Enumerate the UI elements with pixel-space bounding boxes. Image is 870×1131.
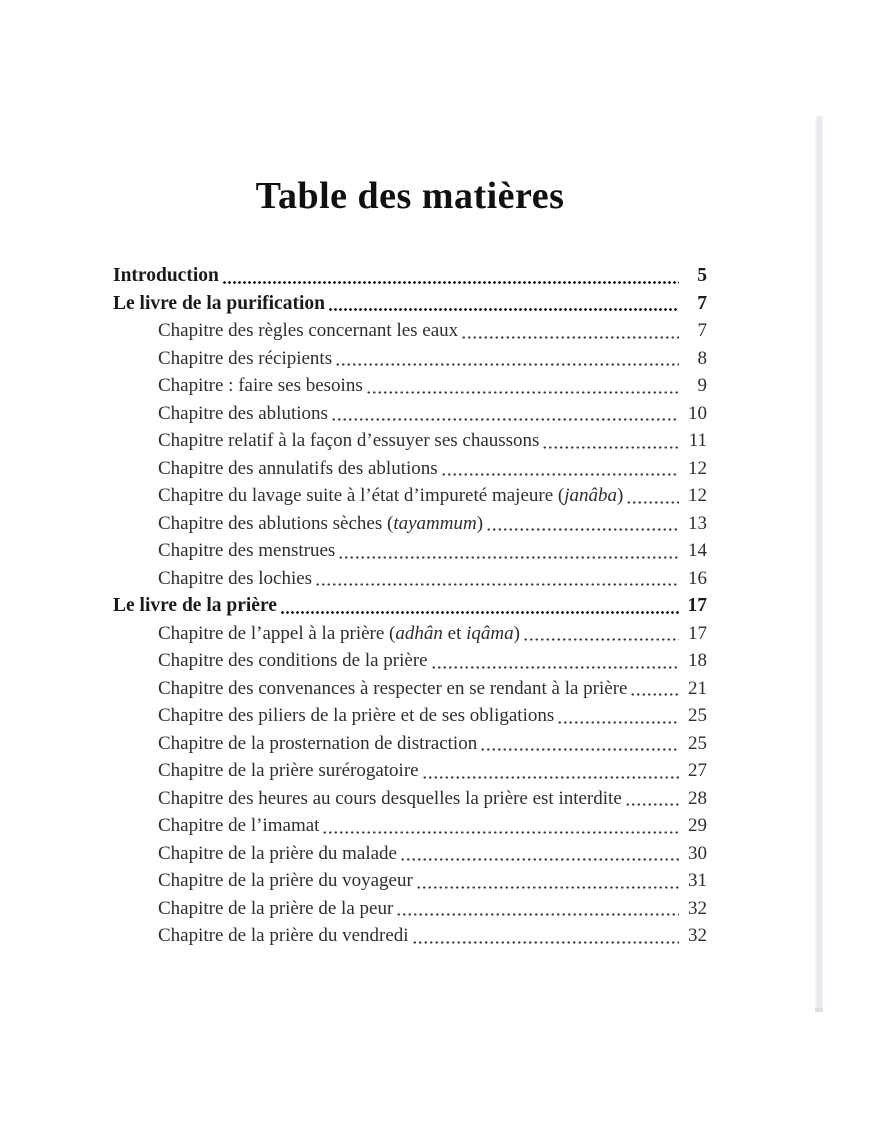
toc-entry-page-number: 27 (688, 760, 707, 781)
toc-entry (113, 565, 707, 593)
toc-entry (113, 592, 707, 620)
toc-entry-label: Chapitre des ablutions (158, 402, 328, 424)
toc-entry-page-number: 17 (688, 622, 707, 644)
dot-leader (322, 831, 679, 834)
toc-entry (113, 372, 707, 400)
toc-entry-page-number: 11 (688, 430, 707, 451)
toc-entry-page-number: 25 (688, 705, 707, 726)
toc-entry (113, 427, 707, 455)
toc-entry-page-number: 7 (697, 292, 707, 314)
toc-entry-label: Chapitre des convenances à respecter en se rendant à la prière (158, 677, 628, 699)
toc-entry-page-number: 31 (688, 870, 707, 891)
toc-entry-label: Chapitre des ablutions sèches (tayammum) (158, 512, 484, 534)
toc-entry (113, 620, 707, 648)
toc-entry-page-number: 28 (688, 787, 707, 809)
toc-entry (113, 840, 707, 868)
dot-leader (557, 721, 679, 724)
toc-entry-page-number: 10 (688, 402, 707, 424)
toc-entry-label: Chapitre de la prière de la peur (158, 897, 394, 919)
toc-entry (113, 455, 707, 483)
toc-entry (113, 537, 707, 565)
dot-leader (328, 308, 679, 311)
toc-entry-page-number: 18 (688, 650, 707, 671)
toc-entry (113, 702, 707, 730)
toc-entry-label: Chapitre de la prière du vendredi (158, 925, 409, 946)
dot-leader (441, 473, 679, 476)
toc-content (113, 170, 707, 950)
toc-entry-page-number: 9 (697, 375, 707, 396)
toc-entry (113, 482, 707, 510)
dot-leader (338, 556, 679, 559)
toc-entry-page-number: 14 (688, 540, 707, 561)
dot-leader (412, 941, 679, 944)
dot-leader (331, 418, 679, 421)
toc-entry-label: Le livre de la prière (113, 595, 277, 616)
toc-entry-page-number: 25 (688, 732, 707, 754)
toc-entry-label: Chapitre des annulatifs des ablutions (158, 457, 438, 479)
dot-leader (480, 748, 679, 751)
dot-leader (280, 611, 679, 614)
toc-entry (113, 812, 707, 840)
dot-leader (461, 336, 679, 339)
dot-leader (542, 446, 679, 449)
toc-entry (113, 400, 707, 428)
toc-entry-label: Chapitre relatif à la façon d’essuyer ses chaussons (158, 430, 540, 451)
toc-entry (113, 510, 707, 538)
toc-entry-label: Le livre de la purification (113, 292, 325, 314)
toc-entry-page-number: 7 (697, 320, 707, 341)
toc-entry-label: Chapitre des lochies (158, 567, 313, 589)
toc-entry (113, 730, 707, 758)
toc-entry-page-number: 30 (688, 842, 707, 864)
toc-entry-label: Chapitre des piliers de la prière et de ses obligations (158, 705, 555, 726)
toc-entry (113, 290, 707, 318)
dot-leader (486, 528, 679, 531)
dot-leader (400, 858, 679, 861)
dot-leader (523, 638, 679, 641)
toc-entry-page-number: 12 (688, 485, 707, 506)
page-title: Table des matières (255, 175, 565, 217)
toc-entry-label: Chapitre de l’appel à la prière (adhân et iqâma) (158, 622, 520, 644)
toc-entry (113, 895, 707, 923)
dot-leader (315, 583, 679, 586)
toc-entry (113, 317, 707, 345)
dot-leader (626, 501, 679, 504)
toc-entry (113, 262, 707, 290)
toc-entry-page-number: 5 (697, 265, 707, 286)
toc-entry-label: Introduction (113, 265, 219, 286)
dot-leader (625, 803, 679, 806)
toc-entry-label: Chapitre de la prière du malade (158, 842, 397, 864)
toc-entry-label: Chapitre des récipients (158, 347, 333, 369)
toc-entry (113, 757, 707, 785)
toc-entry-label: Chapitre de la prière du voyageur (158, 870, 413, 891)
toc-entry-label: Chapitre de la prière surérogatoire (158, 760, 419, 781)
toc-entry-page-number: 16 (688, 567, 707, 589)
toc-entry (113, 922, 707, 950)
dot-leader (396, 913, 679, 916)
toc-entry-page-number: 32 (688, 897, 707, 919)
page-edge-shadow (815, 116, 823, 1012)
toc-list (113, 262, 707, 950)
toc-entry-page-number: 21 (688, 677, 707, 699)
dot-leader (222, 281, 679, 284)
toc-entry-label: Chapitre de l’imamat (158, 815, 320, 836)
toc-entry-page-number: 13 (688, 512, 707, 534)
toc-entry-page-number: 12 (688, 457, 707, 479)
toc-entry-label: Chapitre des heures au cours desquelles la prière est interdite (158, 787, 622, 809)
toc-entry (113, 675, 707, 703)
toc-entry-label: Chapitre de la prosternation de distraction (158, 732, 478, 754)
toc-entry-label: Chapitre des règles concernant les eaux (158, 320, 459, 341)
toc-entry (113, 867, 707, 895)
toc-entry-label: Chapitre du lavage suite à l’état d’impureté majeure (janâba) (158, 485, 624, 506)
dot-leader (335, 363, 679, 366)
dot-leader (422, 776, 679, 779)
toc-entry-page-number: 8 (697, 347, 707, 369)
dot-leader (431, 666, 679, 669)
toc-entry-page-number: 17 (687, 595, 707, 616)
toc-entry (113, 345, 707, 373)
toc-entry-label: Chapitre des conditions de la prière (158, 650, 428, 671)
toc-entry-page-number: 29 (688, 815, 707, 836)
dot-leader (630, 693, 679, 696)
toc-entry-label: Chapitre : faire ses besoins (158, 375, 363, 396)
dot-leader (416, 886, 679, 889)
toc-entry-page-number: 32 (688, 925, 707, 946)
toc-entry-label: Chapitre des menstrues (158, 540, 336, 561)
dot-leader (366, 391, 679, 394)
toc-entry (113, 647, 707, 675)
toc-entry (113, 785, 707, 813)
